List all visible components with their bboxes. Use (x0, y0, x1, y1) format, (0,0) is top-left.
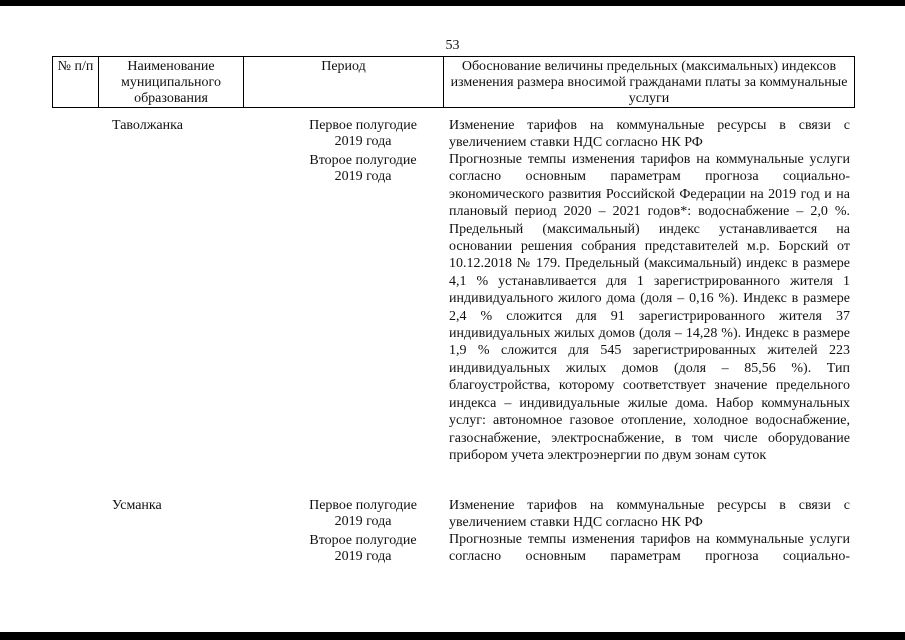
row-2-period-2: Второе полугодие 2019 года (309, 533, 417, 564)
header-col-justification: Обоснование величины предельных (максимальных) индексов изменения размера вносимой гражданами платы за коммунальные услуги (444, 57, 855, 108)
header-col-municipality: Наименование муниципального образования (99, 57, 244, 108)
table-header (52, 56, 855, 108)
header-col-period: Период (244, 57, 444, 108)
header-col-number: № п/п (53, 57, 99, 108)
row-2-justification-2: Прогнозные темпы изменения тарифов на коммунальные услуги согласно основным параметрам прогноза социально- (449, 532, 850, 565)
row-1-justification-2: Прогнозные темпы изменения тарифов на коммунальные услуги согласно основным параметрам прогноза социально-экономического развития Российской Федерации на 2019 год и на плановый период 2020 – 2021 годов*: водоснабжение – 2,0 %. Предельный (максимальный) индекс устанавливается на основании решения собрания представителей м.р. Борский от 10.12.2018 № 179. Предельный (максимальный) индекс в размере 4,1 % устанавливается для 1 зарегистрированного жителя 1 индивидуального жилого дома (доля – 0,16 %). Индекс в размере 2,4 % сложится для 91 зарегистрированного жителя 37 индивидуальных жилых домов (доля – 14,28 %). Индекс в размере 1,9 % сложится для 545 зарегистрированных жителей 223 индивидуальных жилых домов (доля – 85,56 %). Тип благоустройства, которому соответствует значение предельного индекса – индивидуальные жилые дома. Набор коммунальных услуг: автономное газовое отопление, холодное водоснабжение, газоснабжение, электроснабжение, в том числе оборудование прибором учета электроэнергии по двум зонам суток (449, 152, 850, 463)
scan-border-top (0, 0, 905, 6)
scan-border-bottom (0, 632, 905, 640)
row-2-justification-1: Изменение тарифов на коммунальные ресурсы в связи с увеличением ставки НДС согласно НК РФ (449, 498, 850, 531)
row-1-period-2: Второе полугодие 2019 года (309, 153, 417, 184)
page-number: 53 (445, 38, 460, 53)
row-1-period-1: Первое полугодие 2019 года (309, 118, 417, 149)
row-2-period-1: Первое полугодие 2019 года (309, 498, 417, 529)
row-1-justification-1: Изменение тарифов на коммунальные ресурсы в связи с увеличением ставки НДС согласно НК РФ (449, 118, 850, 151)
row-1-municipality: Таволжанка (112, 118, 183, 133)
row-2-municipality: Усманка (112, 498, 162, 513)
